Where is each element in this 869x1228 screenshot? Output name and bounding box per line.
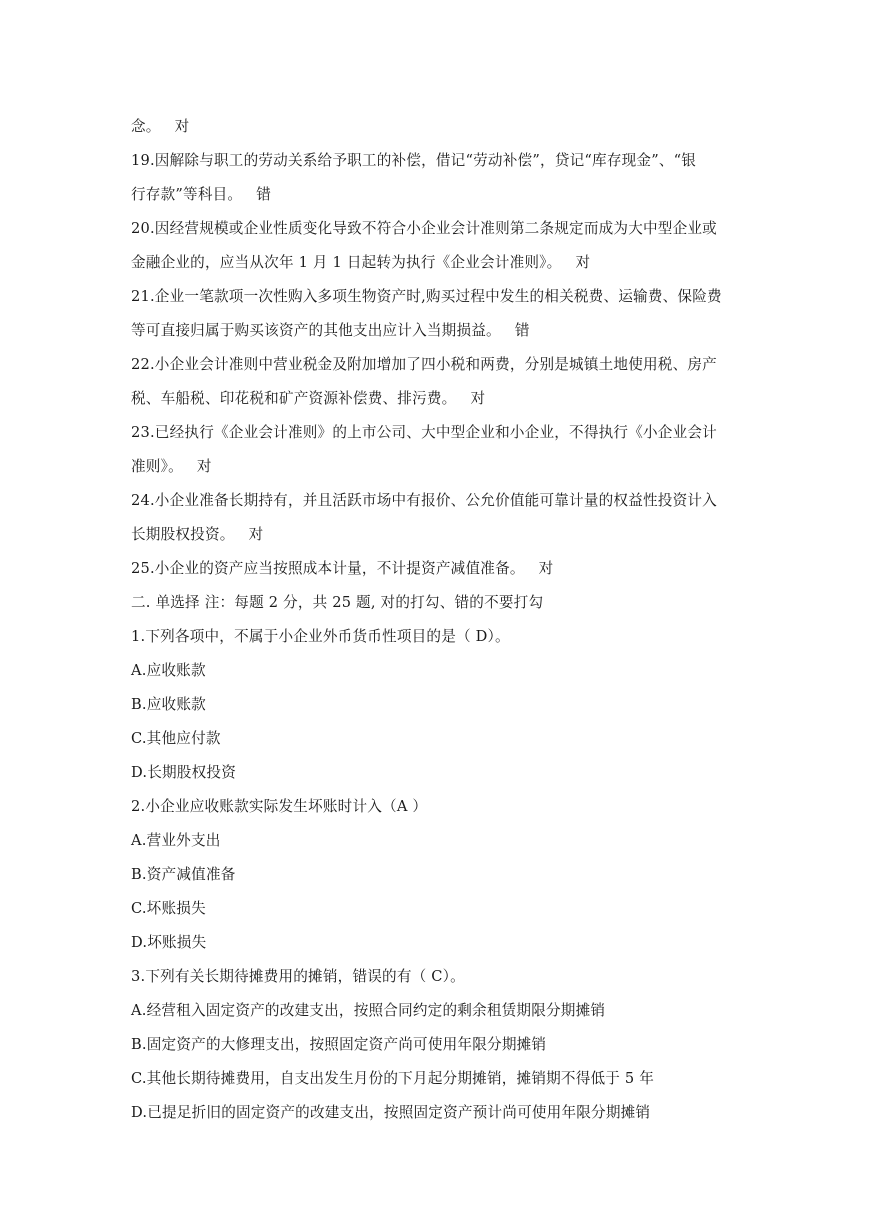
- text-line: [131, 382, 751, 416]
- line-text: 2.小企业应收账款实际发生坏账时计入（A ）: [131, 798, 428, 815]
- question-3: [131, 960, 751, 994]
- line-text: C.其他应付款: [131, 730, 221, 747]
- line-text: 1.下列各项中，不属于小企业外币货币性项目的是（ D）。: [131, 628, 510, 645]
- option-c: [131, 892, 751, 926]
- line-text: 等可直接归属于购买该资产的其他支出应计入当期损益。: [131, 322, 501, 339]
- answer-mark: 错: [256, 186, 272, 203]
- line-text: 长期股权投资。: [131, 526, 235, 543]
- option-d: [131, 756, 751, 790]
- line-text: 行存款”等科目。: [131, 186, 243, 203]
- option-d: [131, 926, 751, 960]
- line-text: A.经营租入固定资产的改建支出，按照合同约定的剩余租赁期限分期摊销: [131, 1002, 606, 1019]
- question-1: [131, 620, 751, 654]
- text-line: [131, 178, 751, 212]
- line-text: B.固定资产的大修理支出，按照固定资产尚可使用年限分期摊销: [131, 1036, 547, 1053]
- line-text: D.长期股权投资: [131, 764, 236, 781]
- text-line: [131, 518, 751, 552]
- option-c: [131, 722, 751, 756]
- option-b: [131, 858, 751, 892]
- line-text: C.其他长期待摊费用，自支出发生月份的下月起分期摊销，摊销期不得低于 5 年: [131, 1070, 655, 1087]
- text-line: [131, 314, 751, 348]
- line-text: C.坏账损失: [131, 900, 206, 917]
- line-text: A.营业外支出: [131, 832, 221, 849]
- question-2: [131, 790, 751, 824]
- line-text: 21.企业一笔款项一次性购入多项生物资产时,购买过程中发生的相关税费、运输费、保险费: [131, 288, 722, 305]
- line-text: B.资产减值准备: [131, 866, 236, 883]
- line-text: D.已提足折旧的固定资产的改建支出，按照固定资产预计尚可使用年限分期摊销: [131, 1104, 651, 1121]
- line-text: 金融企业的，应当从次年 1 月 1 日起转为执行《企业会计准则》。: [131, 254, 562, 271]
- option-a: [131, 654, 751, 688]
- answer-mark: 对: [174, 118, 190, 135]
- answer-mark: 对: [248, 526, 264, 543]
- line-text: 税、车船税、印花税和矿产资源补偿费、排污费。: [131, 390, 457, 407]
- answer-mark: 对: [470, 390, 486, 407]
- line-text: 24.小企业准备长期持有，并且活跃市场中有报价、公允价值能可靠计量的权益性投资计入: [131, 492, 717, 509]
- text-line: [131, 484, 751, 518]
- answer-mark: 对: [196, 458, 212, 475]
- text-line: [131, 144, 751, 178]
- text-line: [131, 450, 751, 484]
- line-text: 22.小企业会计准则中营业税金及附加增加了四小税和两费，分别是城镇土地使用税、房产: [131, 356, 717, 373]
- text-line: [131, 348, 751, 382]
- answer-mark: 错: [514, 322, 530, 339]
- option-a: [131, 824, 751, 858]
- text-line: [131, 280, 751, 314]
- option-c: [131, 1062, 751, 1096]
- line-text: 二. 单选择 注：每题 2 分，共 25 题, 对的打勾、错的不要打勾: [131, 594, 544, 611]
- document-body: [131, 110, 751, 1130]
- answer-mark: 对: [538, 560, 554, 577]
- line-text: 念。: [131, 118, 161, 135]
- line-text: 19.因解除与职工的劳动关系给予职工的补偿，借记“劳动补偿”，贷记“库存现金”、“银: [131, 152, 697, 169]
- section-heading: [131, 586, 751, 620]
- line-text: B.应收账款: [131, 696, 206, 713]
- answer-mark: 对: [575, 254, 591, 271]
- text-line: [131, 416, 751, 450]
- line-text: 20.因经营规模或企业性质变化导致不符合小企业会计准则第二条规定而成为大中型企业或: [131, 220, 717, 237]
- line-text: 3.下列有关长期待摊费用的摊销，错误的有（ C）。: [131, 968, 465, 985]
- option-b: [131, 688, 751, 722]
- text-line: [131, 212, 751, 246]
- option-a: [131, 994, 751, 1028]
- line-text: 25.小企业的资产应当按照成本计量，不计提资产减值准备。: [131, 560, 525, 577]
- line-text: A.应收账款: [131, 662, 206, 679]
- line-text: D.坏账损失: [131, 934, 207, 951]
- line-text: 准则》。: [131, 458, 183, 475]
- line-text: 23.已经执行《企业会计准则》的上市公司、大中型企业和小企业，不得执行《小企业会计: [131, 424, 717, 441]
- option-b: [131, 1028, 751, 1062]
- option-d: [131, 1096, 751, 1130]
- text-line: [131, 110, 751, 144]
- text-line: [131, 246, 751, 280]
- text-line: [131, 552, 751, 586]
